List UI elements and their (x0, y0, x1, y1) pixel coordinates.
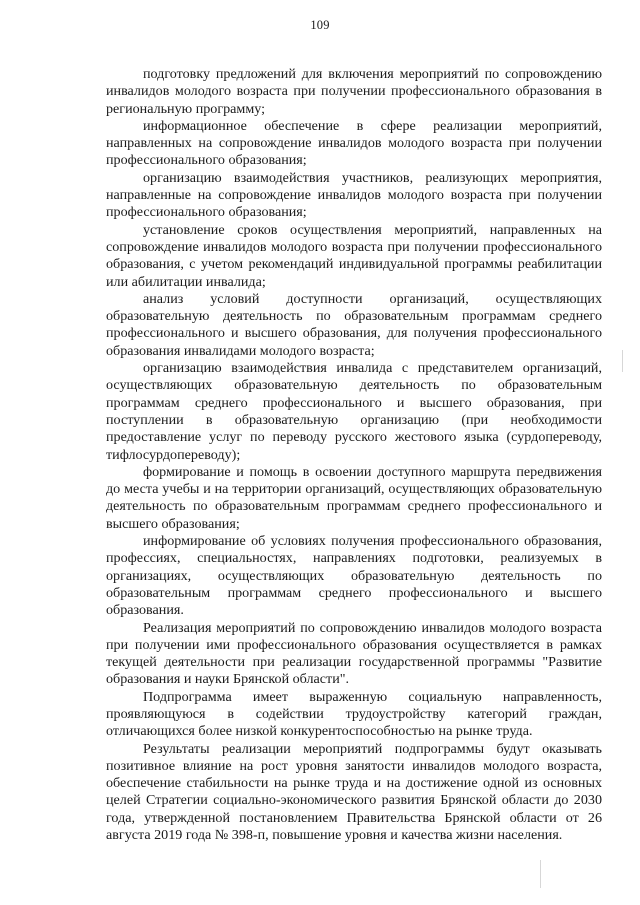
paragraph-information-support: информационное обеспечение в сфере реализации мероприятий, направленных на сопровождение инвалидов молодого возраста при получении профессионального образования; (106, 117, 602, 169)
scan-artifact (622, 350, 623, 372)
paragraph-informing: информирование об условиях получения профессионального образования, профессиях, специальностях, направлениях подготовки, реализуемых в организациях, осуществляющих образовательную деятельность по образовательным программам среднего профессионального и высшего образования. (106, 533, 602, 619)
paragraph-proposals: подготовку предложений для включения мероприятий по сопровождению инвалидов молодого возраста при получении профессионального образования в региональную программу; (106, 66, 602, 117)
paragraph-route-formation: формирование и помощь в освоении доступного маршрута передвижения до места учебы и на территории организаций, осуществляющих образовательную деятельность по образовательным программам среднего профессионального и высшего образования; (106, 463, 602, 532)
paragraph-results: Результаты реализации мероприятий подпрограммы будут оказывать позитивное влияние на рост уровня занятости инвалидов молодого возраста, обеспечение стабильности на рынке труда и на достижение одной из основных целей Стратегии социально-экономического развития Брянской области до 2030 года, утвержденной постановлением Правительства Брянской области от 26 августа 2019 года № 398-п, повышение уровня и качества жизни населения. (106, 740, 602, 844)
paragraph-implementation: Реализация мероприятий по сопровождению инвалидов молодого возраста при получении ими профессионального образования осуществляется в рамках текущей деятельности при реализации государственной программы "Развитие образования и науки Брянской области". (106, 619, 602, 688)
paragraph-deadlines: установление сроков осуществления мероприятий, направленных на сопровождение инвалидов молодого возраста при получении профессионального образования, с учетом рекомендаций индивидуальной программы реабилитации или абилитации инвалида; (106, 221, 602, 290)
paragraph-subprogram-focus: Подпрограмма имеет выраженную социальную направленность, проявляющуюся в содействии трудоустройству категорий граждан, отличающихся более низкой конкурентоспособностью на рынке труда. (106, 688, 602, 740)
page-number: 109 (310, 18, 330, 32)
paragraph-participant-interaction: организацию взаимодействия участников, реализующих мероприятия, направленные на сопровождение инвалидов молодого возраста при получении профессионального образования; (106, 169, 602, 221)
paragraph-accessibility-analysis: анализ условий доступности организаций, осуществляющих образовательную деятельность по образовательным программам среднего профессионального и высшего образования, для получения профессионального образования инвалидами молодого возраста; (106, 290, 602, 359)
document-body (106, 66, 602, 844)
scan-artifact (540, 860, 541, 888)
paragraph-organization-interaction: организацию взаимодействия инвалида с представителем организаций, осуществляющих образовательную деятельность по образовательным программам среднего профессионального и высшего образования, при поступлении в образовательную организацию (при необходимости предоставление услуг по переводу русского жестового языка (сурдопереводу, тифлосурдопереводу); (106, 360, 602, 463)
